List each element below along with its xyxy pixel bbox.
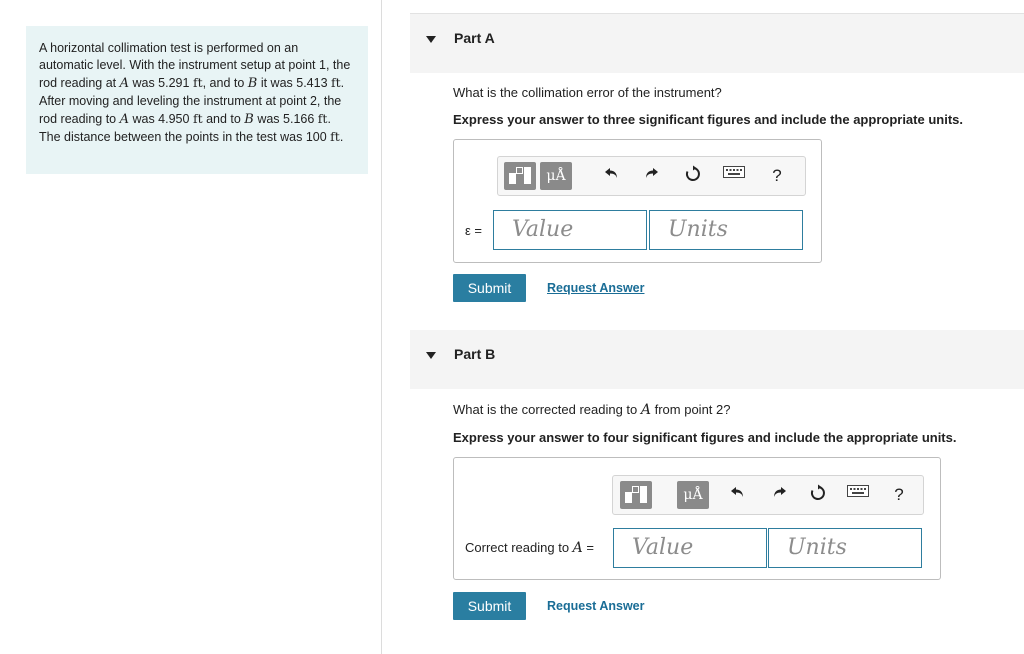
- part-a-submit-button[interactable]: Submit: [453, 274, 526, 302]
- part-b-header[interactable]: [410, 330, 1024, 389]
- reset-icon[interactable]: [807, 484, 829, 506]
- help-icon[interactable]: ?: [894, 485, 904, 504]
- correct-reading-label: Correct reading to A =: [465, 540, 595, 556]
- units-input[interactable]: Units: [768, 528, 922, 568]
- problem-statement: A horizontal collimation test is performed on an automatic level. With the instrument setup at point 1, the rod reading at A was 5.291 ft, and to B it was 5.413 ft. After moving and leveling the instrument at point 2, the rod reading to A was 4.950 ft and to B was 5.166 ft. The distance between the points in the test was 100 ft.: [26, 26, 368, 174]
- redo-icon[interactable]: [640, 165, 662, 187]
- value-input[interactable]: Value: [613, 528, 767, 568]
- part-b-question: What is the corrected reading to A from point 2?: [453, 402, 731, 418]
- part-b-request-answer-link[interactable]: Request Answer: [547, 599, 645, 613]
- units-input[interactable]: Units: [649, 210, 803, 250]
- epsilon-label: ε =: [465, 223, 482, 238]
- part-b-title: Part B: [454, 346, 496, 362]
- part-b-answer-box: [453, 457, 941, 580]
- keyboard-icon[interactable]: [847, 484, 869, 506]
- part-a-instruction: Express your answer to three significant figures and include the appropriate units.: [453, 112, 963, 127]
- part-a-title: Part A: [454, 30, 495, 46]
- part-a-toolbar: [497, 156, 806, 196]
- redo-icon[interactable]: [768, 484, 790, 506]
- part-b-submit-button[interactable]: Submit: [453, 592, 526, 620]
- panel-divider: [381, 0, 382, 654]
- part-a-answer-box: [453, 139, 822, 263]
- reset-icon[interactable]: [682, 165, 704, 187]
- value-input[interactable]: Value: [493, 210, 647, 250]
- undo-icon[interactable]: [601, 165, 623, 187]
- collapse-triangle-icon[interactable]: [426, 36, 436, 43]
- units-icon[interactable]: μÅ: [677, 481, 709, 509]
- part-b-instruction: Express your answer to four significant figures and include the appropriate units.: [453, 430, 957, 445]
- templates-icon[interactable]: [620, 481, 652, 509]
- templates-icon[interactable]: [504, 162, 536, 190]
- units-icon[interactable]: μÅ: [540, 162, 572, 190]
- undo-icon[interactable]: [727, 484, 749, 506]
- part-b-toolbar: [612, 475, 924, 515]
- part-a-request-answer-link[interactable]: Request Answer: [547, 281, 645, 295]
- part-a-header[interactable]: [410, 14, 1024, 73]
- help-icon[interactable]: ?: [772, 166, 782, 185]
- part-a-question: What is the collimation error of the instrument?: [453, 85, 722, 100]
- collapse-triangle-icon[interactable]: [426, 352, 436, 359]
- keyboard-icon[interactable]: [723, 165, 745, 187]
